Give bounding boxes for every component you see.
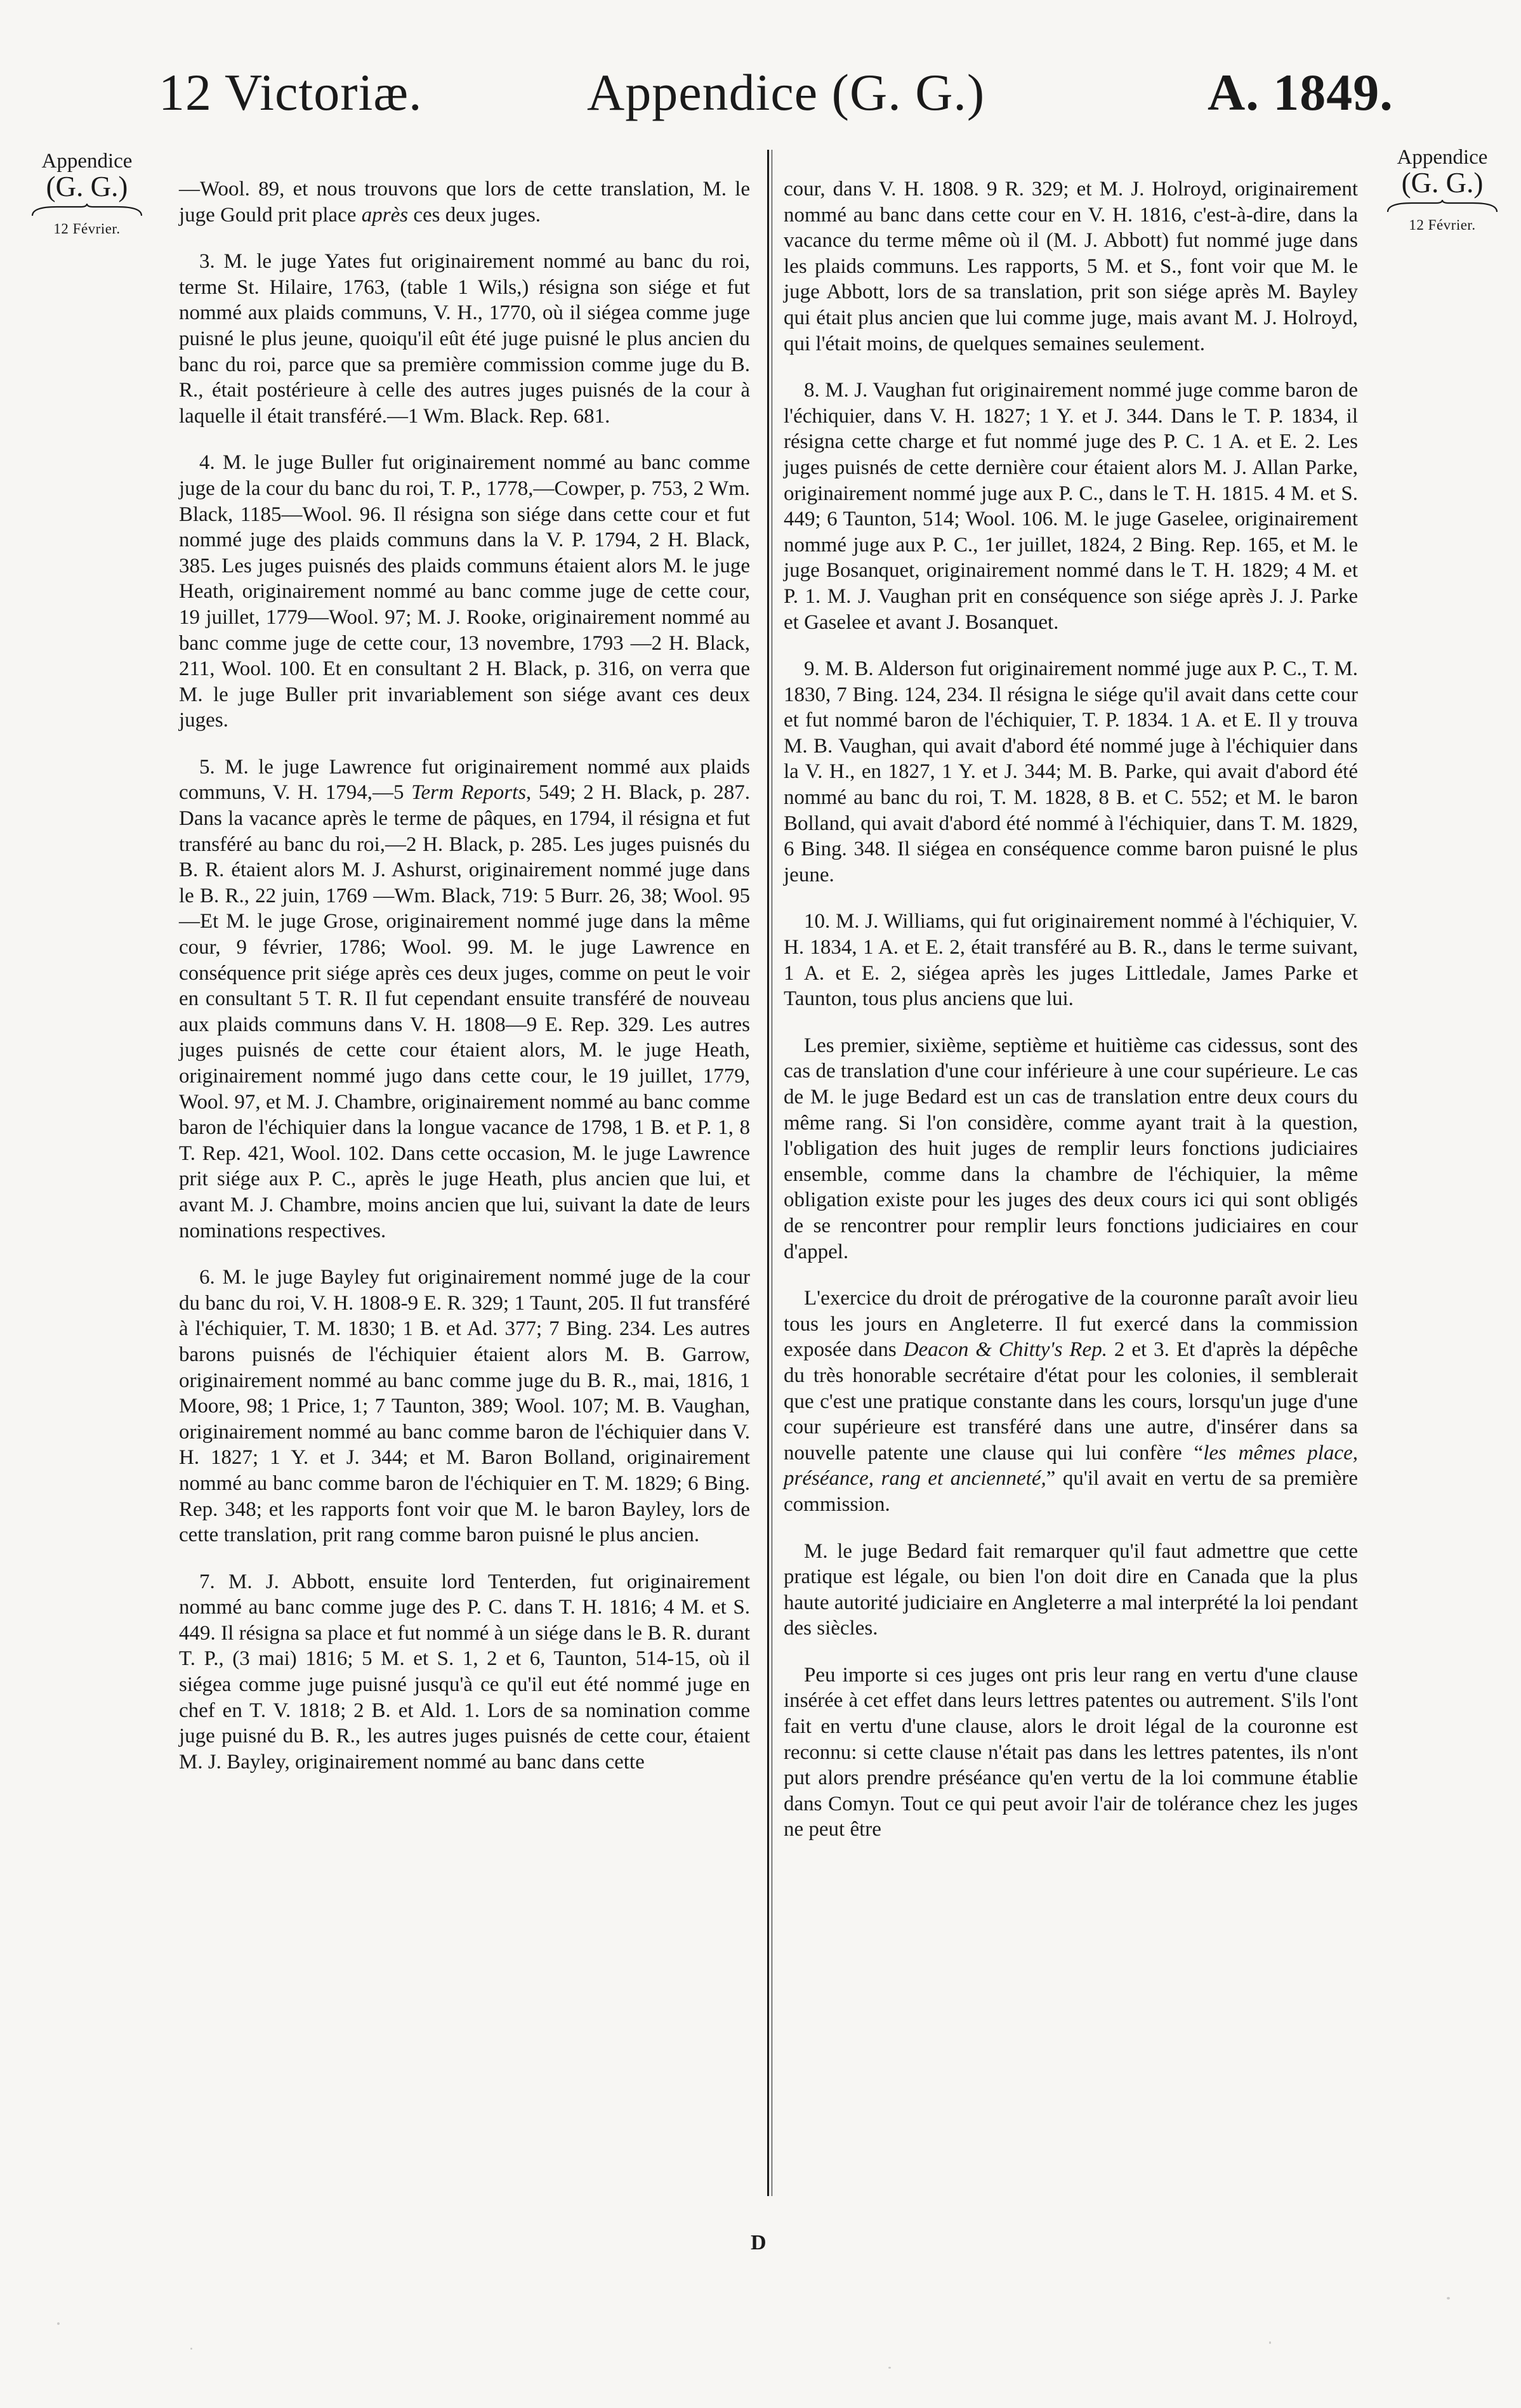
paragraph: 10. M. J. Williams, qui fut originairement nommé à l'échiquier, V. H. 1834, 1 A. et E. 2, était transféré au B. R., dans le terme suivant, 1 A. et E. 2, siégea après les juges Littledale, James Parke et Taunton, tous plus anciens que lui. [784,910,1358,1011]
paragraph: 6. M. le juge Bayley fut originairement nommé juge de la cour du banc du roi, V. H. 1808-9 E. R. 329; 1 Taunt, 205. Il fut transféré à l'échiquier, T. M. 1830; 1 B. et Ad. 377; 7 Bing. 234. Les autres barons puisnés de l'échiquier étaient alors M. B. Garrow, originairement nommé au banc comme juge du B. R., mai, 1816, 1 Moore, 98; 1 Price, 1; 7 Taunton, 389; Wool. 107; M. B. Vaughan, originairement nommé au banc comme baron de l'échiquier dans V. H. 1827; 1 Y. et J. 344; et M. Baron Bolland, originairement nommé au banc comme baron de l'échiquier en T. M. 1829; 6 Bing. Rep. 348; et les rapports font voir que M. le baron Bayley, lors de cette translation, prit rang comme baron puisné le plus ancien. [179,1266,750,1547]
print-speck [1269,2341,1271,2344]
paragraph: 4. M. le juge Buller fut originairement nommé au banc comme juge de la cour du banc du roi, T. P., 1778,—Cowper, p. 753, 2 Wm. Black, 1185—Wool. 96. Il résigna son siége dans cette cour et fut nommé juge des plaids communs dans la V. P. 1794, 2 H. Black, 385. Les juges puisnés des plaids communs étaient alors M. le juge Heath, originairement nommé au banc comme juge de cette cour, 19 juillet, 1779—Wool. 97; M. J. Rooke, originairement nommé au banc comme juge de cette cour, 13 novembre, 1793 —2 H. Black, 211, Wool. 100. Et en consultant 2 H. Black, p. 316, on verra que M. le juge Buller prit invariablement son siége avant ces deux juges. [179,451,750,732]
paragraph: M. le juge Bedard fait remarquer qu'il faut admettre que cette pratique est légale, ou bien l'on doit dire en Canada que la plus haute autorité judiciaire en Angleterre a mal interprété la loi pendant des siècles. [784,1539,1358,1640]
header-right: A. 1849. [1208,63,1393,121]
paragraph: Les premier, sixième, septième et huitième cas cidessus, sont des cas de translation d'une cour inférieure à une cour supérieure. Le cas de M. le juge Bedard est un cas de translation entre deux cours du même rang. Si l'on considère, comme ayant trait à la question, l'obligation des huit juges de remplir leurs fonctions judiciaires ensemble, comme dans la chambre de l'échiquier, la même obligation existe pour les juges des deux cours ici qui sont obligés de se rencontrer pour remplir leurs fonctions judiciaires en cour d'appel. [784,1034,1358,1263]
margin-note-left [20,151,154,237]
brace-icon [1386,199,1498,213]
print-speck [888,2367,891,2369]
signature-mark: D [751,2231,767,2254]
paragraph: L'exercice du droit de prérogative de la couronne paraît avoir lieu tous les jours en Angleterre. Il fut exercé dans la commission exposée dans Deacon & Chitty's Rep. 2 et 3. Et d'après la dépêche du très honorable secrétaire d'état pour les colonies, il semblerait que c'est une pratique constante dans les cours, lorsqu'un juge d'une cour supérieure est transféré dans une autre, d'insérer dans sa nouvelle patente une clause qui lui confère “les mêmes place, préséance, rang et ancienneté,” qu'il avait en vertu de sa première commission. [784,1287,1359,1516]
margin-note-date: 12 Février. [1409,217,1476,234]
header-center: Appendice (G. G.) [587,63,985,121]
margin-note-label: Appendice [41,150,133,173]
paragraph: 3. M. le juge Yates fut originairement nommé au banc du roi, terme St. Hilaire, 1763, (table 1 Wils,) résigna son siége et fut nommé aux plaids communs, V. H., 1770, où il siégea comme juge puisné le plus jeune, quoiqu'il eût été juge puisné le plus ancien du banc du roi, parce que sa première commission comme juge du B. R., était postérieure à celle des autres juges puisnés de la cour à laquelle il était transféré.—1 Wm. Black. Rep. 681. [179,250,750,428]
right-column [784,176,1358,1864]
brace-icon [31,203,143,217]
margin-note-label: Appendice [1397,146,1488,169]
column-divider [767,150,769,2196]
paragraph: Peu importe si ces juges ont pris leur rang en vertu d'une clause insérée à cet effet dans leurs lettres patentes ou autrement. S'ils l'ont fait en vertu d'une clause, alors le droit légal de la couronne est reconnu: si cette clause n'était pas dans les lettres patentes, ils n'ont put alors prendre préséance qu'en vertu de la loi commune établie dans Comyn. Tout ce qui peut avoir l'air de tolérance chez les juges ne peut être [784,1663,1358,1841]
print-speck [57,2322,60,2325]
left-column [179,176,750,1796]
margin-note-date: 12 Février. [53,221,121,237]
header-left: 12 Victoriæ. [159,63,423,121]
paragraph: 7. M. J. Abbott, ensuite lord Tenterden, fut originairement nommé au banc comme juge des P. C. dans T. H. 1816; 4 M. et S. 449. Il résigna sa place et fut nommé à un siége dans le B. R. durant T. P., (3 mai) 1816; 5 M. et S. 1, 2 et 6, Taunton, 514-15, où il siégea comme juge puisné jusqu'à ce qu'il eut été nommé juge en chef en T. V. 1818; 2 B. et Ald. 1. Lors de sa nomination comme juge puisné du B. R., les autres juges puisnés de cette cour, étaient M. J. Bayley, originairement nommé au banc dans cette [179,1570,750,1773]
margin-note-code: (G. G.) [1401,167,1484,199]
margin-note-code: (G. G.) [46,171,128,202]
paragraph: 8. M. J. Vaughan fut originairement nommé juge comme baron de l'échiquier, dans V. H. 1827; 1 Y. et J. 344. Dans le T. P. 1834, il résigna cette charge et fut nommé juge des P. C. 1 A. et E. 2. Les juges puisnés de cette dernière cour étaient alors M. J. Allan Parke, originairement nommé juge aux P. C., dans le T. H. 1815. 4 M. et S. 449; 6 Taunton, 514; Wool. 106. M. le juge Gaselee, originairement nommé juge aux P. C., 1er juillet, 1824, 2 Bing. Rep. 165, et M. le juge Bosanquet, originairement nommé dans le T. H. 1829; 4 M. et P. 1. M. J. Vaughan prit en conséquence son siége après J. J. Parke et Gaselee et avant J. Bosanquet. [784,379,1358,634]
paragraph: 9. M. B. Alderson fut originairement nommé juge aux P. C., T. M. 1830, 7 Bing. 124, 234. Il résigna le siége qu'il avait dans cette cour et fut nommé baron de l'échiquier, T. P. 1834. 1 A. et E. Il y trouva M. B. Vaughan, qui avait d'abord été nommé juge à l'échiquier dans la V. H., en 1827, 1 Y. et J. 344; M. B. Parke, qui avait d'abord été nommé au banc du roi, T. M. 1828, 8 B. et C. 552; et M. le baron Bolland, qui avait d'abord été nommé à l'échiquier, dans T. M. 1829, 6 Bing. 348. Il siégea en conséquence comme baron puisné le plus jeune. [784,657,1358,886]
print-speck [190,2348,192,2350]
paragraph: —Wool. 89, et nous trouvons que lors de cette translation, M. le juge Gould prit place après ces deux juges. [179,178,750,227]
paragraph: 5. M. le juge Lawrence fut originairement nommé aux plaids communs, V. H. 1794,—5 Term Reports, 549; 2 H. Black, p. 287. Dans la vacance après le terme de pâques, en 1794, il résigna et fut transféré au banc du roi,—2 H. Black, p. 285. Les juges puisnés du B. R. étaient alors M. J. Ashurst, originairement nommé juge dans le B. R., 22 juin, 1769 —Wm. Black, 719: 5 Burr. 26, 38; Wool. 95—Et M. le juge Grose, originairement nommé juge dans la même cour, 9 février, 1786; Wool. 99. M. le juge Lawrence en conséquence prit siége après ces deux juges, comme on peut le voir en consultant 5 T. R. Il fut cependant ensuite transféré de nouveau aux plaids communs dans V. H. 1808—9 E. Rep. 329. Les autres juges puisnés de cette cour étaient alors, M. le juge Heath, originairement nommé jugo dans cette cour, le 19 juillet, 1779, Wool. 97, et M. J. Chambre, originairement nommé au banc comme baron de l'échiquier dans la longue vacance de 1798, 1 B. et P. 1, 8 T. Rep. 421, Wool. 102. Dans cette occasion, M. le juge Lawrence prit siége aux P. C., après le juge Heath, plus ancien que lui, et avant M. J. Chambre, moins ancien que lui, suivant la date de leurs nominations respectives. [179,755,750,1242]
paragraph: cour, dans V. H. 1808. 9 R. 329; et M. J. Holroyd, originairement nommé au banc dans cette cour en V. H. 1816, c'est-à-dire, dans la vacance du terme même où il (M. J. Abbott) fut nommé juge dans les plaids communs. Les rapports, 5 M. et S., font voir que M. le juge Abbott, lors de sa translation, prit son siége après M. Bayley qui était plus ancien que lui comme juge, mais avant M. J. Holroyd, qui l'était moins, de quelques semaines seulement. [784,178,1358,355]
print-speck [1447,2297,1450,2299]
margin-note-right [1376,147,1509,234]
